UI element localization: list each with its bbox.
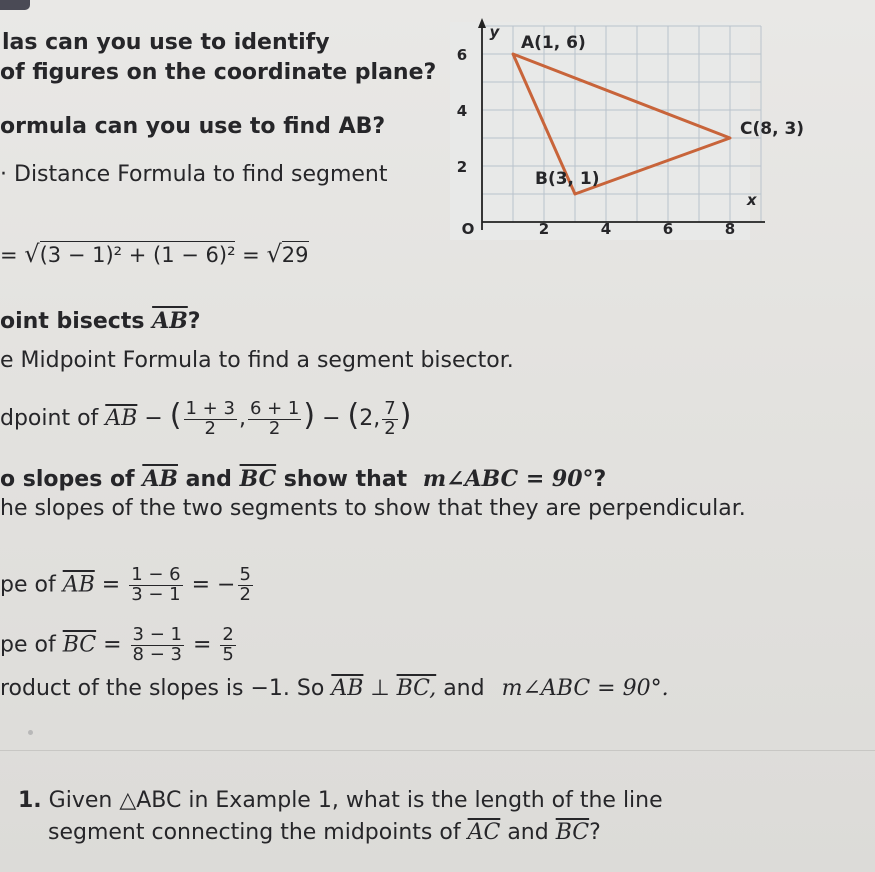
x-tick-label: 8 xyxy=(724,220,736,238)
midpoint-eq: − xyxy=(144,406,163,431)
frac-y-den: 2 xyxy=(268,417,281,439)
frac-x-den: 2 xyxy=(204,417,216,439)
slope-ab-res-sign: = − xyxy=(191,572,236,598)
question-2: ormula can you use to find AB? xyxy=(0,114,386,139)
eq-equals: = xyxy=(242,243,260,267)
frac-res-den: 2 xyxy=(384,417,396,439)
exercise-number: 1. xyxy=(18,788,42,813)
slope-ab-label: pe of xyxy=(0,572,56,598)
frac-x-num: 1 + 3 xyxy=(185,397,235,419)
answer-2: · Distance Formula to find segment xyxy=(0,162,388,187)
slope-ab-den: 3 − 1 xyxy=(131,583,181,605)
section-divider xyxy=(0,750,875,751)
slope-ab-num: 1 − 6 xyxy=(131,564,181,585)
question-4-seg-bc: $\overline{BC}$ xyxy=(239,466,277,492)
coordinate-graph xyxy=(450,22,805,240)
perpendicular-symbol: ⊥ xyxy=(370,676,390,701)
midpoint-seg: $\overline{AB}$ xyxy=(105,406,138,431)
question-3-end: ? xyxy=(187,309,201,334)
radical-sign: √ xyxy=(24,240,40,268)
slope-bc-seg: $\overline{BC}$ xyxy=(62,632,97,658)
slope-ab-equation: pe of $\overline{AB}$ = $\frac{1 - 6}{3 - 1}$ = − $\frac{5}{2}$ xyxy=(0,564,251,605)
exercise-1-text-b: segment connecting the midpoints of xyxy=(48,820,461,845)
eq-result: 29 xyxy=(281,243,309,267)
origin-label: O xyxy=(461,220,475,238)
frac-x xyxy=(184,397,237,439)
x-tick-label: 2 xyxy=(538,220,550,238)
slope-bc-frac xyxy=(131,626,184,665)
point-label-c: C(8, 3) xyxy=(740,119,805,139)
frac-y-num: 6 + 1 xyxy=(249,397,300,419)
question-4 xyxy=(0,466,606,492)
distance-equation xyxy=(0,240,309,268)
eq-prefix: = xyxy=(0,243,18,267)
x-tick-label: 6 xyxy=(662,220,674,238)
slope-ab-res-den: 2 xyxy=(239,583,251,605)
question-4-angle: m∠ABC = 90° xyxy=(422,466,594,492)
question-1-line-1: las can you use to identify xyxy=(2,30,330,55)
question-4-seg-ab: $\overline{AB}$ xyxy=(142,466,178,492)
y-tick-label: 2 xyxy=(456,158,468,176)
point-label-a: A(1, 6) xyxy=(521,33,586,53)
y-tick-label: 6 xyxy=(456,46,468,64)
conclusion-text-a: roduct of the slopes is −1. So xyxy=(0,676,325,701)
question-4-text-b: show that xyxy=(283,467,408,492)
graph-background xyxy=(450,22,750,240)
top-tab xyxy=(0,0,30,10)
question-3 xyxy=(0,308,201,334)
paren-open-2: ( xyxy=(347,398,360,433)
y-tick-label: 4 xyxy=(456,102,468,120)
frac-res xyxy=(382,397,397,439)
slope-bc-equation: pe of $\overline{BC}$ = $\frac{3 - 1}{8 - 3}$ = $\frac{2}{5}$ xyxy=(0,624,234,665)
conclusion-angle: m∠ABC = 90°. xyxy=(501,676,669,701)
conclusion-seg-ab: $\overline{AB}$ xyxy=(331,676,364,701)
slope-ab-seg: $\overline{AB}$ xyxy=(62,572,95,598)
exercise-1-line-1 xyxy=(18,788,663,813)
exercise-seg-ac: $\overline{AC}$ xyxy=(467,820,501,845)
question-4-end: ? xyxy=(593,467,607,492)
frac-res-num: 7 xyxy=(384,397,396,419)
point-label-b: B(3, 1) xyxy=(535,169,600,189)
answer-2-text: Distance Formula to find segment xyxy=(14,162,388,187)
question-1-line-2: of figures on the coordinate plane? xyxy=(0,60,437,85)
exercise-1-line-2 xyxy=(48,820,601,845)
radical-sign-2: √ xyxy=(266,240,282,268)
midpoint-eq-2: − xyxy=(322,406,341,431)
frac-y xyxy=(248,397,301,439)
question-4-text-a: o slopes of xyxy=(0,467,135,492)
segment-ab: $\overline{AB}$ xyxy=(152,308,188,334)
exercise-and: and xyxy=(507,820,549,845)
slope-bc-res-den: 5 xyxy=(222,643,234,665)
slope-bc-res xyxy=(220,626,235,665)
page-dot xyxy=(28,730,33,735)
slope-ab-res-num: 5 xyxy=(239,564,251,585)
exercise-1-text-a: Given △ABC in Example 1, what is the length of the line xyxy=(48,788,663,813)
conclusion-and: and xyxy=(443,676,485,701)
mid-res-x: 2, xyxy=(359,406,381,431)
y-axis-label: y xyxy=(489,23,500,42)
x-tick-label: 4 xyxy=(600,220,612,238)
paren-close: ) xyxy=(303,398,316,433)
paren-open: ( xyxy=(169,398,182,433)
radicand: (3 − 1)² + (1 − 6)² xyxy=(39,243,236,267)
slope-bc-den: 8 − 3 xyxy=(132,643,182,665)
slope-bc-label: pe of xyxy=(0,632,56,658)
midpoint-label: dpoint of xyxy=(0,406,99,431)
slope-bc-res-num: 2 xyxy=(222,624,234,645)
question-4-and: and xyxy=(185,467,232,492)
slope-ab-frac xyxy=(129,566,182,605)
slope-bc-num: 3 − 1 xyxy=(132,624,182,645)
midpoint-equation: dpoint of $\overline{AB}$ − ( $\frac{1 + 3}{2}$ , $\frac{6 + 1}{2}$ ) − (2, $\frac{7}{2}$ ) xyxy=(0,397,412,439)
conclusion-seg-bc: BC, xyxy=(396,676,437,701)
answer-3: e Midpoint Formula to find a segment bisector. xyxy=(0,348,514,373)
conclusion xyxy=(0,676,669,701)
exercise-end: ? xyxy=(589,820,601,845)
x-axis-label: x xyxy=(746,191,757,210)
answer-4: he slopes of the two segments to show that they are perpendicular. xyxy=(0,496,746,521)
paren-close-2: ) xyxy=(399,398,412,433)
question-3-text: oint bisects xyxy=(0,309,145,334)
exercise-seg-bc: $\overline{BC}$ xyxy=(555,820,590,845)
slope-ab-res xyxy=(238,566,253,605)
